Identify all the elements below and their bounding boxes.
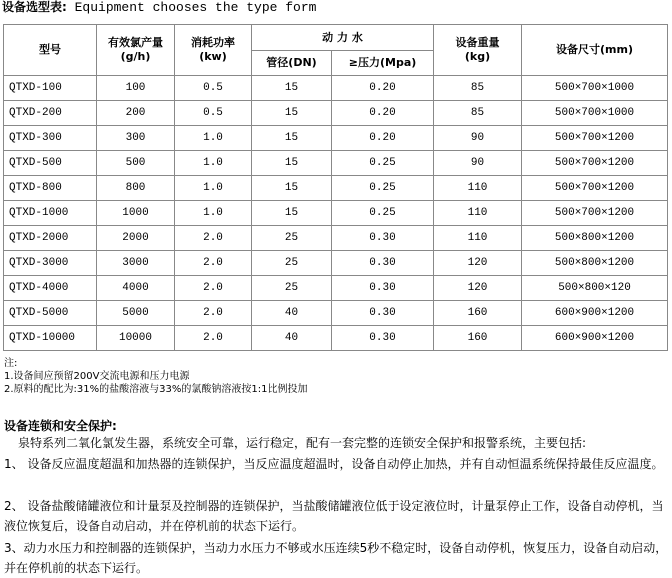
cell-size: 500×700×1200 xyxy=(522,126,668,151)
note-item-1: 1.设备间应预留200V交流电源和压力电源 xyxy=(4,371,190,382)
header-chlorine xyxy=(97,25,175,76)
cell-weight: 110 xyxy=(434,201,522,226)
cell-model: QTXD-100 xyxy=(4,76,97,101)
cell-power: 1.0 xyxy=(175,151,252,176)
cell-power: 2.0 xyxy=(175,276,252,301)
cell-size: 500×800×1200 xyxy=(522,251,668,276)
cell-pipe: 25 xyxy=(252,276,332,301)
notes-label: 注: xyxy=(4,358,18,369)
table-row xyxy=(4,151,668,176)
cell-size: 500×700×1000 xyxy=(522,76,668,101)
cell-power: 2.0 xyxy=(175,301,252,326)
cell-weight: 110 xyxy=(434,226,522,251)
cell-pressure: 0.30 xyxy=(332,276,434,301)
cell-size: 600×900×1200 xyxy=(522,326,668,351)
cell-chlorine: 200 xyxy=(97,101,175,126)
title-english: Equipment chooses the type form xyxy=(66,0,317,15)
cell-model: QTXD-300 xyxy=(4,126,97,151)
cell-power: 2.0 xyxy=(175,251,252,276)
safety-title: 设备连锁和安全保护: xyxy=(4,419,117,433)
cell-pressure: 0.20 xyxy=(332,76,434,101)
cell-model: QTXD-4000 xyxy=(4,276,97,301)
cell-pressure: 0.20 xyxy=(332,101,434,126)
cell-model: QTXD-3000 xyxy=(4,251,97,276)
cell-pressure: 0.30 xyxy=(332,326,434,351)
cell-weight: 160 xyxy=(434,326,522,351)
cell-size: 500×700×1000 xyxy=(522,101,668,126)
cell-power: 1.0 xyxy=(175,176,252,201)
cell-power: 0.5 xyxy=(175,101,252,126)
cell-pipe: 25 xyxy=(252,226,332,251)
table-row xyxy=(4,251,668,276)
safety-item-1: 1、 设备反应温度超温和加热器的连锁保护，当反应温度超温时，设备自动停止加热，并有自动恒温系统保持最佳反应温度。 xyxy=(4,457,664,471)
safety-intro: 泉特系列二氧化氯发生器，系统安全可靠，运行稳定，配有一套完整的连锁安全保护和报警系统，主要包括: xyxy=(18,436,587,450)
header-power-text: 消耗功率 (kw) xyxy=(191,36,235,63)
cell-pressure: 0.25 xyxy=(332,201,434,226)
title-label: 设备选型表: xyxy=(2,0,67,14)
table-row xyxy=(4,76,668,101)
cell-pipe: 15 xyxy=(252,176,332,201)
cell-weight: 85 xyxy=(434,76,522,101)
table-row xyxy=(4,301,668,326)
table-row xyxy=(4,101,668,126)
cell-model: QTXD-2000 xyxy=(4,226,97,251)
cell-pipe: 15 xyxy=(252,201,332,226)
table-row xyxy=(4,126,668,151)
cell-model: QTXD-10000 xyxy=(4,326,97,351)
cell-pipe: 15 xyxy=(252,151,332,176)
cell-chlorine: 500 xyxy=(97,151,175,176)
cell-pipe: 40 xyxy=(252,301,332,326)
cell-chlorine: 100 xyxy=(97,76,175,101)
header-size: 设备尺寸(mm) xyxy=(522,25,668,76)
cell-chlorine: 5000 xyxy=(97,301,175,326)
table-row xyxy=(4,176,668,201)
cell-power: 1.0 xyxy=(175,201,252,226)
header-chlorine-text: 有效氯产量 (g/h) xyxy=(108,36,163,63)
cell-size: 500×700×1200 xyxy=(522,151,668,176)
cell-chlorine: 800 xyxy=(97,176,175,201)
table-row xyxy=(4,276,668,301)
cell-weight: 120 xyxy=(434,276,522,301)
cell-size: 500×800×120 xyxy=(522,276,668,301)
table-header-row xyxy=(4,25,668,51)
page-title xyxy=(2,0,316,15)
header-weight-text: 设备重量 (kg) xyxy=(455,36,500,63)
cell-size: 500×700×1200 xyxy=(522,176,668,201)
cell-weight: 85 xyxy=(434,101,522,126)
cell-pressure: 0.30 xyxy=(332,226,434,251)
header-pipe: 管径(DN) xyxy=(252,51,332,76)
table-row xyxy=(4,201,668,226)
header-pressure: ≥压力(Mpa) xyxy=(332,51,434,76)
cell-pressure: 0.25 xyxy=(332,151,434,176)
cell-chlorine: 4000 xyxy=(97,276,175,301)
cell-weight: 90 xyxy=(434,126,522,151)
cell-weight: 90 xyxy=(434,151,522,176)
cell-chlorine: 3000 xyxy=(97,251,175,276)
cell-chlorine: 2000 xyxy=(97,226,175,251)
cell-pressure: 0.30 xyxy=(332,251,434,276)
cell-pipe: 15 xyxy=(252,101,332,126)
cell-pressure: 0.20 xyxy=(332,126,434,151)
cell-size: 500×800×1200 xyxy=(522,226,668,251)
cell-weight: 110 xyxy=(434,176,522,201)
table-row xyxy=(4,226,668,251)
cell-weight: 160 xyxy=(434,301,522,326)
cell-chlorine: 1000 xyxy=(97,201,175,226)
cell-model: QTXD-5000 xyxy=(4,301,97,326)
cell-power: 2.0 xyxy=(175,226,252,251)
cell-model: QTXD-800 xyxy=(4,176,97,201)
cell-size: 600×900×1200 xyxy=(522,301,668,326)
cell-model: QTXD-1000 xyxy=(4,201,97,226)
header-power xyxy=(175,25,252,76)
cell-power: 1.0 xyxy=(175,126,252,151)
safety-item-2: 2、 设备盐酸储罐液位和计量泵及控制器的连锁保护，当盐酸储罐液位低于设定液位时，计量泵停止工作，设备自动停机，当液位恢复后，设备自动启动，并在停机前的状态下运行。 xyxy=(4,499,664,533)
note-item-2: 2.原料的配比为:31%的盐酸溶液与33%的氯酸钠溶液按1:1比例投加 xyxy=(4,384,308,395)
table-row xyxy=(4,326,668,351)
header-water-group: 动 力 水 xyxy=(252,25,434,51)
safety-item-3: 3、动力水压力和控制器的连锁保护，当动力水压力不够或水压连续5秒不稳定时，设备自动停机，恢复压力，设备自动启动，并在停机前的状态下运行。 xyxy=(4,541,668,575)
header-weight xyxy=(434,25,522,76)
cell-chlorine: 10000 xyxy=(97,326,175,351)
cell-model: QTXD-500 xyxy=(4,151,97,176)
cell-weight: 120 xyxy=(434,251,522,276)
header-model: 型号 xyxy=(4,25,97,76)
cell-pipe: 15 xyxy=(252,126,332,151)
cell-pressure: 0.30 xyxy=(332,301,434,326)
spec-table xyxy=(3,24,668,351)
cell-power: 2.0 xyxy=(175,326,252,351)
cell-power: 0.5 xyxy=(175,76,252,101)
cell-pipe: 25 xyxy=(252,251,332,276)
cell-size: 500×700×1200 xyxy=(522,201,668,226)
cell-pressure: 0.25 xyxy=(332,176,434,201)
cell-pipe: 15 xyxy=(252,76,332,101)
cell-chlorine: 300 xyxy=(97,126,175,151)
cell-model: QTXD-200 xyxy=(4,101,97,126)
cell-pipe: 40 xyxy=(252,326,332,351)
